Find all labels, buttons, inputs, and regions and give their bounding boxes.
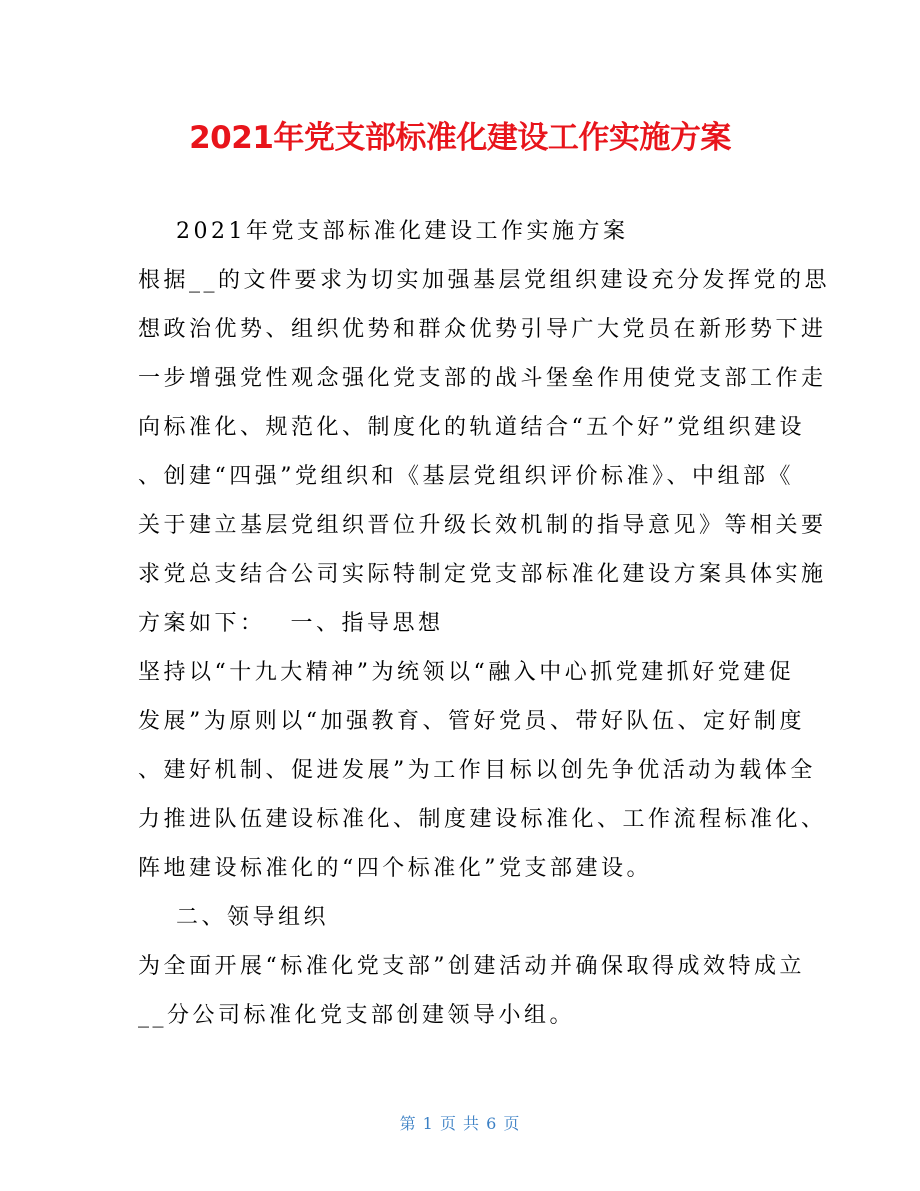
paragraph-line: 、创建“四强”党组织和《基层党组织评价标准》、中组部《 — [138, 464, 794, 489]
section-heading-guiding-thought: 方案如下： 一、指导思想 — [138, 611, 444, 636]
paragraph-line: 阵地建设标准化的“四个标准化”党支部建设。 — [138, 856, 652, 881]
document-title: 2021年党支部标准化建设工作实施方案 — [189, 120, 731, 156]
paragraph-line: 为全面开展“标准化党支部”创建活动并确保取得成效特成立 — [138, 954, 805, 979]
paragraph-line: 想政治优势、组织优势和群众优势引导广大党员在新形势下进 — [138, 317, 827, 342]
paragraph-line: 关于建立基层党组织晋位升级长效机制的指导意见》等相关要 — [138, 513, 827, 538]
paragraph-line: 、建好机制、促进发展”为工作目标以创先争优活动为载体全 — [138, 758, 816, 783]
paragraph-line: 发展”为原则以“加强教育、管好党员、带好队伍、定好制度 — [138, 709, 805, 734]
paragraph-line: 力推进队伍建设标准化、制度建设标准化、工作流程标准化、 — [138, 807, 827, 832]
subtitle-line: 2021年党支部标准化建设工作实施方案 — [176, 219, 629, 244]
paragraph-line: __分公司标准化党支部创建领导小组。 — [138, 1003, 576, 1028]
paragraph-line: 向标准化、规范化、制度化的轨道结合“五个好”党组织建设 — [138, 415, 805, 440]
section-heading-leadership: 二、领导组织 — [176, 905, 330, 930]
page-number: 第 1 页 共 6 页 — [399, 1114, 521, 1133]
paragraph-line: 求党总支结合公司实际特制定党支部标准化建设方案具体实施 — [138, 562, 827, 587]
paragraph-line: 坚持以“十九大精神”为统领以“融入中心抓党建抓好党建促 — [138, 660, 795, 685]
paragraph-line: 一步增强党性观念强化党支部的战斗堡垒作用使党支部工作走 — [138, 366, 827, 391]
paragraph-line: 根据__的文件要求为切实加强基层党组织建设充分发挥党的思 — [138, 268, 831, 293]
